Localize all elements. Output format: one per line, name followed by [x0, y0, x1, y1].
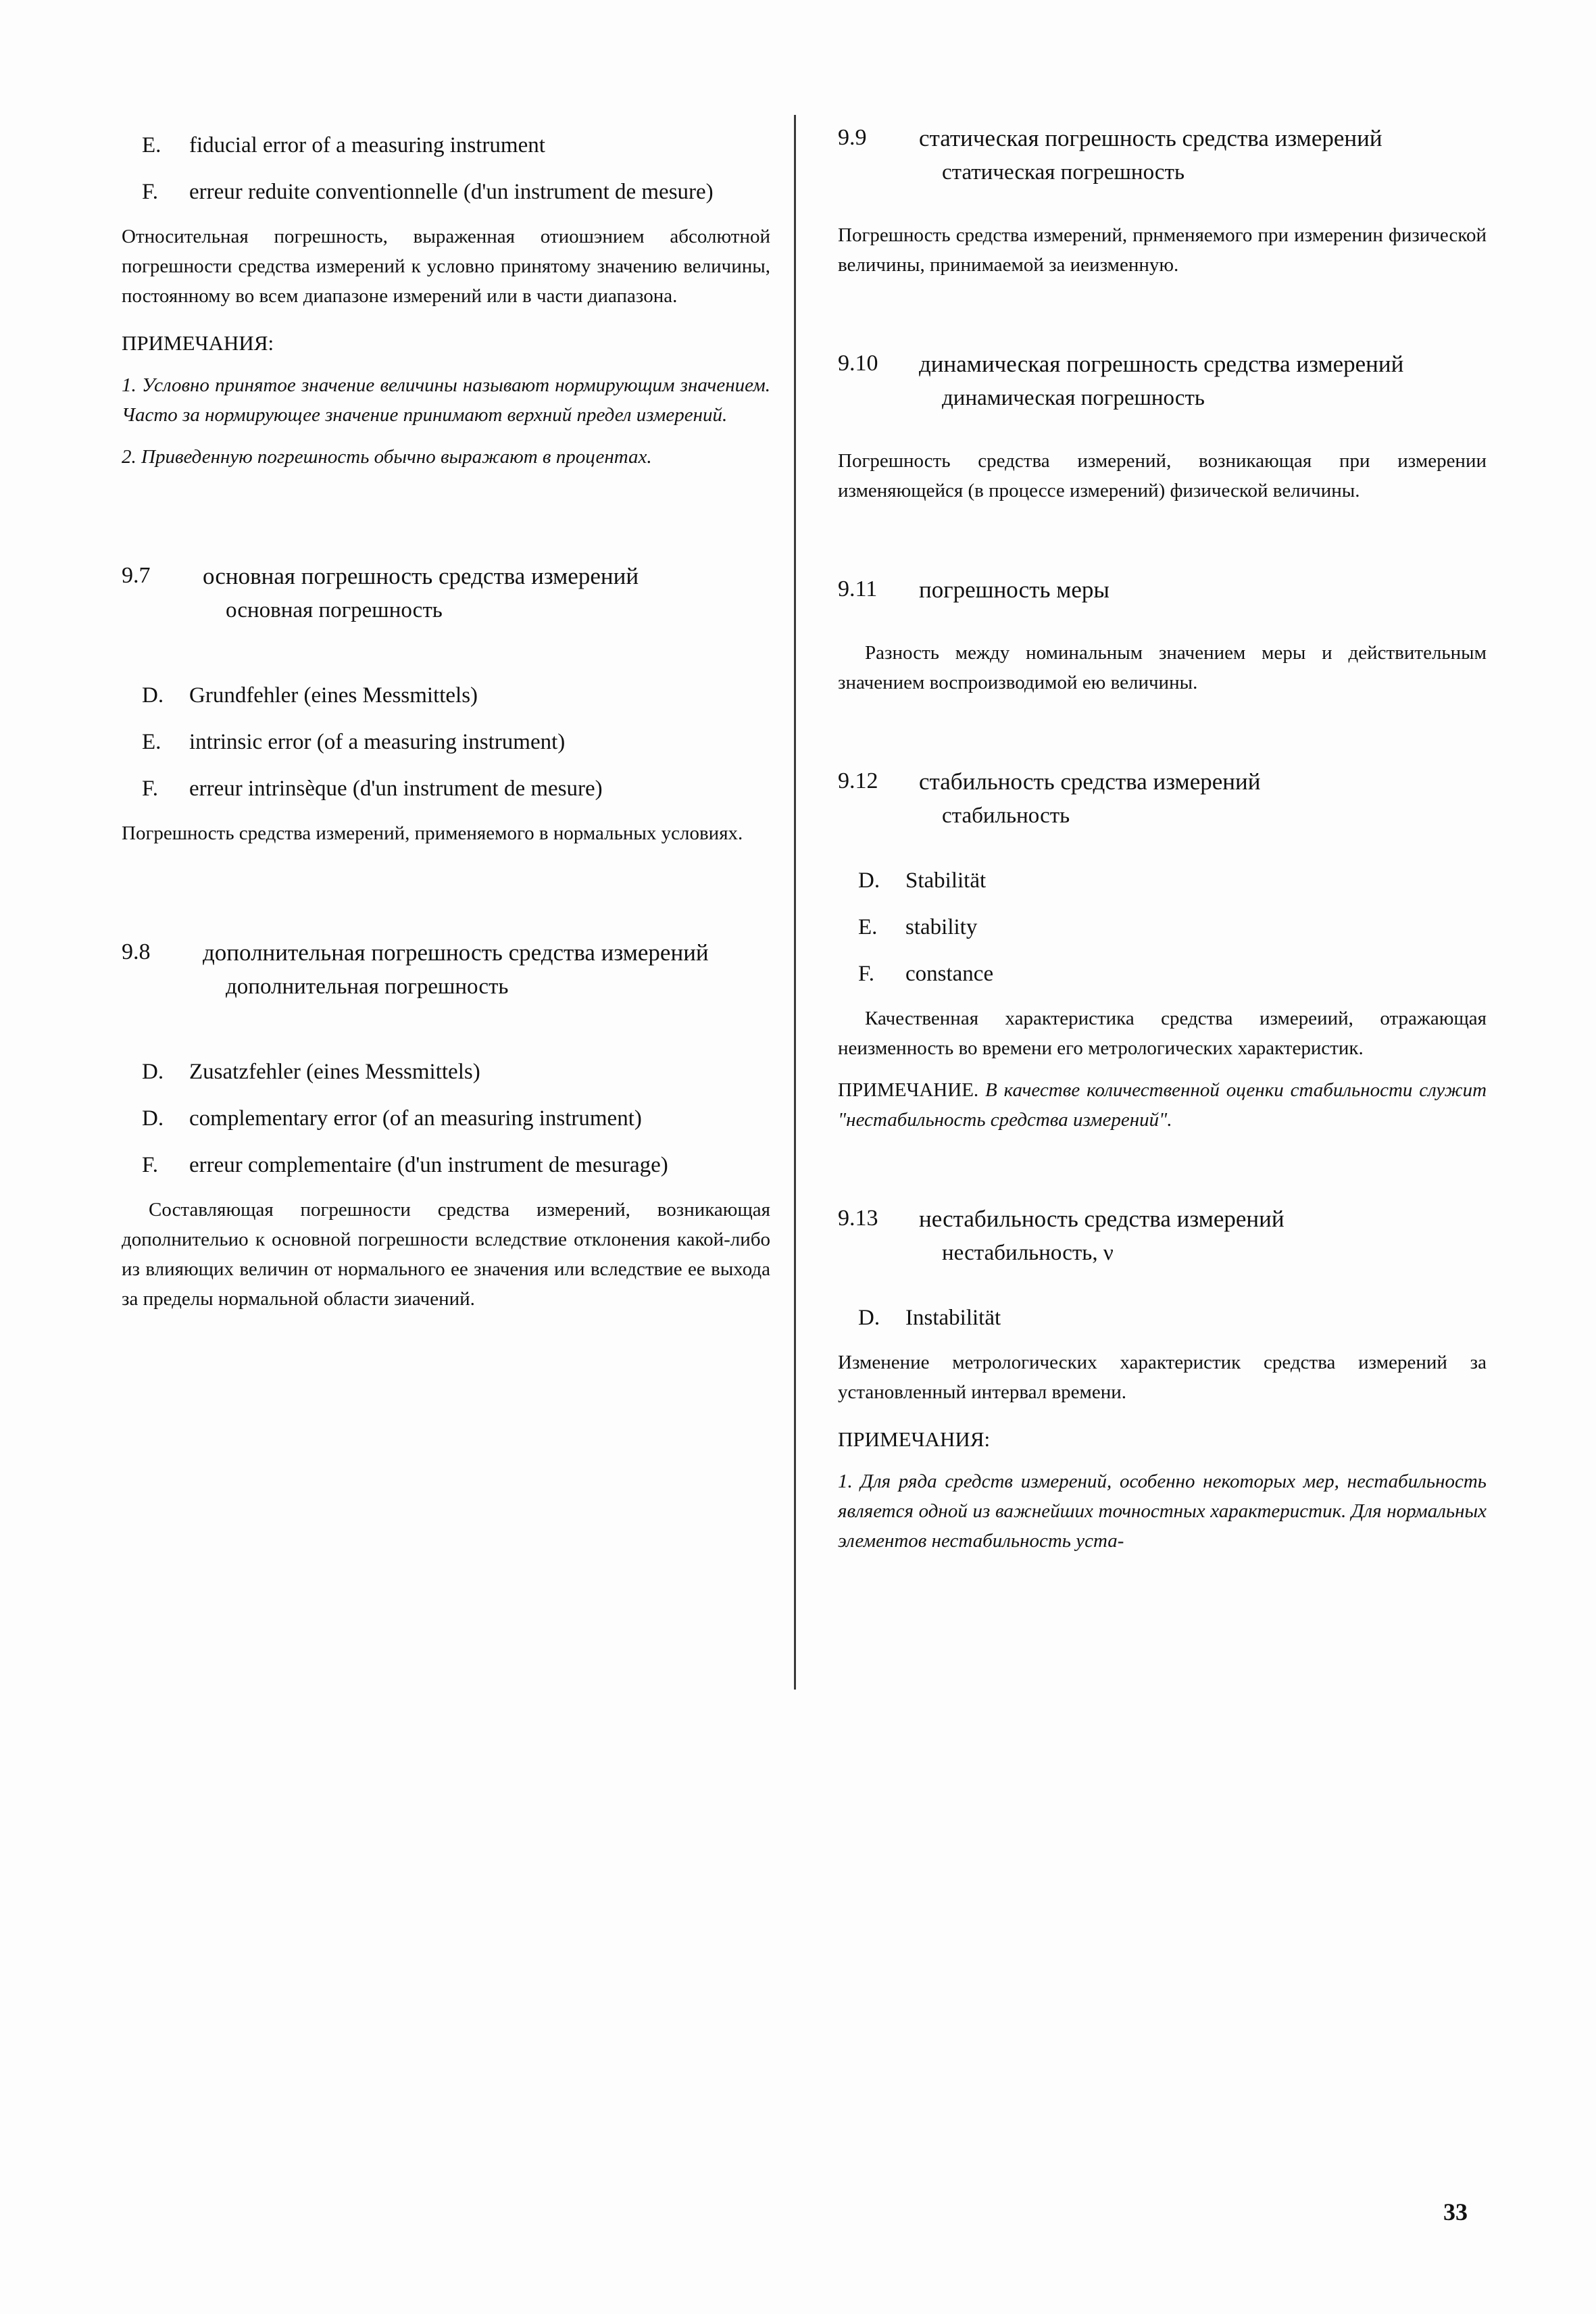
language-equivalent [838, 1302, 1487, 1334]
entry-number: 9.8 [122, 939, 151, 964]
language-code: D. [858, 1306, 880, 1330]
entry-number: 9.9 [838, 125, 867, 150]
entry-term: погрешность меры [919, 576, 1109, 603]
note-text: Приведенную погрешность обычно выражают в процентах. [141, 446, 652, 468]
language-equivalent [122, 1150, 770, 1181]
note-item [838, 1075, 1487, 1135]
language-code: E. [142, 730, 161, 754]
language-code: F. [142, 777, 158, 801]
term-entry-9-13 [838, 1202, 1487, 1270]
note-item [122, 370, 770, 430]
entry-term: нестабильность средства измерений [919, 1206, 1285, 1232]
term-entry-9-8 [122, 936, 770, 1004]
language-equivalent [122, 1056, 770, 1088]
language-code: F. [142, 180, 158, 204]
note-item [122, 442, 770, 472]
note-text: В качестве количественной оценки стабильности служит "нестабильность средства измерений". [838, 1079, 1487, 1131]
entry-number: 9.7 [122, 563, 151, 588]
page-number: 33 [1443, 2198, 1468, 2225]
entry-synonym: динамическая погрешность [942, 386, 1205, 410]
language-term: fiducial error of a measuring instrument [189, 133, 545, 157]
definition-paragraph: Относительная погрешность, выраженная отиошэнием абсолютной погрешности средства измерений к условно принятому значению величины, постоянному во всем диапазоне измерений или в части диапазона. [122, 226, 770, 307]
language-equivalent [122, 773, 770, 805]
language-term: erreur reduite conventionnelle (d'un instrument de mesure) [189, 180, 714, 204]
note-text: Условно принятое значение величины называют нормирующим значением. Часто за нормирующее значение принимают верхний предел измерений. [122, 374, 770, 426]
entry-term: стабильность средства измерений [919, 768, 1261, 795]
language-term: Grundfehler (eines Messmittels) [189, 683, 478, 708]
definition-paragraph: Погрешность средства измерений, прнменяемого при измеренин физической величины, принимаемой за иеизменную. [838, 224, 1487, 276]
entry-synonym: нестабильность, ν [942, 1241, 1114, 1265]
entry-synonym: стабильность [942, 804, 1070, 828]
entry-term: дополнительная погрешность средства измерений [203, 939, 709, 966]
left-column [122, 115, 797, 2149]
entry-number: 9.10 [838, 351, 878, 376]
entry-synonym: основная погрешность [226, 598, 443, 622]
language-code: D. [142, 1106, 164, 1131]
language-term: erreur complementaire (d'un instrument de mesurage) [189, 1153, 668, 1177]
language-term: Zusatzfehler (eines Messmittels) [189, 1060, 480, 1084]
language-code: F. [858, 962, 874, 986]
language-term: Instabilität [905, 1306, 1001, 1330]
language-code: D. [858, 868, 880, 893]
definition-paragraph: Погрешность средства измерений, возникающая при измерении изменяющейся (в процессе измерений) физической величины. [838, 450, 1487, 501]
language-equivalent [838, 865, 1487, 897]
language-code: D. [142, 1060, 164, 1084]
language-code: F. [142, 1153, 158, 1177]
note-item [838, 1467, 1487, 1556]
language-equivalent [122, 727, 770, 758]
language-term: complementary error (of an measuring instrument) [189, 1106, 642, 1131]
language-equivalent [122, 176, 770, 208]
language-equivalent [122, 1103, 770, 1135]
note-text: Для ряда средств измерений, особенно некоторых мер, нестабильность является одной из важнейших точностных характеристик. Для нормальных элементов нестабильность уста- [838, 1471, 1487, 1552]
note-number: 1. [122, 374, 136, 396]
definition-paragraph: Разность между номинальным значением меры и действительным значением воспроизводимой ею величины. [838, 642, 1487, 693]
note-heading: ПРИМЕЧАНИЕ. [838, 1079, 979, 1101]
language-code: D. [142, 683, 164, 708]
note-number: 1. [838, 1471, 853, 1492]
two-column-layout [122, 115, 1487, 2149]
entry-term: основная погрешность средства измерений [203, 563, 639, 589]
term-entry-9-10 [838, 347, 1487, 415]
entry-number: 9.11 [838, 576, 878, 601]
term-entry-9-11 [838, 573, 1487, 607]
right-column [797, 115, 1487, 2149]
term-entry-9-9 [838, 122, 1487, 189]
definition-paragraph: Погрешность средства измерений, применяемого в нормальных условиях. [122, 822, 743, 844]
language-term: intrinsic error (of a measuring instrument) [189, 730, 566, 754]
definition-paragraph: Составляющая погрешности средства измерений, возникающая дополнительио к основной погрешности вследствие отклонения какой-либо из влияющих величин от нормального ее значения или вследствие ее выхода за пределы нормальной области зиачений. [122, 1199, 770, 1310]
entry-term: статическая погрешность средства измерений [919, 125, 1382, 151]
language-equivalent [838, 958, 1487, 990]
notes-heading: ПРИМЕЧАНИЯ: [838, 1427, 991, 1451]
language-equivalent [122, 680, 770, 712]
definition-paragraph: Изменение метрологических характеристик средства измерений за установленный интервал времени. [838, 1352, 1487, 1403]
entry-number: 9.13 [838, 1206, 878, 1231]
language-term: erreur intrinsèque (d'un instrument de mesure) [189, 777, 603, 801]
language-equivalent [838, 912, 1487, 943]
term-entry-9-7 [122, 560, 770, 627]
language-code: E. [142, 133, 161, 157]
entry-number: 9.12 [838, 768, 878, 793]
entry-term: динамическая погрешность средства измерений [919, 351, 1404, 377]
language-term: constance [905, 962, 994, 986]
entry-synonym: статическая погрешность [942, 160, 1185, 184]
language-term: Stabilität [905, 868, 987, 893]
entry-synonym: дополнительная погрешность [226, 975, 509, 999]
note-number: 2. [122, 446, 136, 468]
language-term: stability [905, 915, 978, 939]
notes-heading: ПРИМЕЧАНИЯ: [122, 331, 274, 355]
term-entry-9-12 [838, 765, 1487, 833]
language-code: E. [858, 915, 878, 939]
definition-paragraph: Качественная характеристика средства измереиий, отражающая неизменность во времени его метрологических характеристик. [838, 1008, 1487, 1059]
language-equivalent [122, 130, 770, 162]
